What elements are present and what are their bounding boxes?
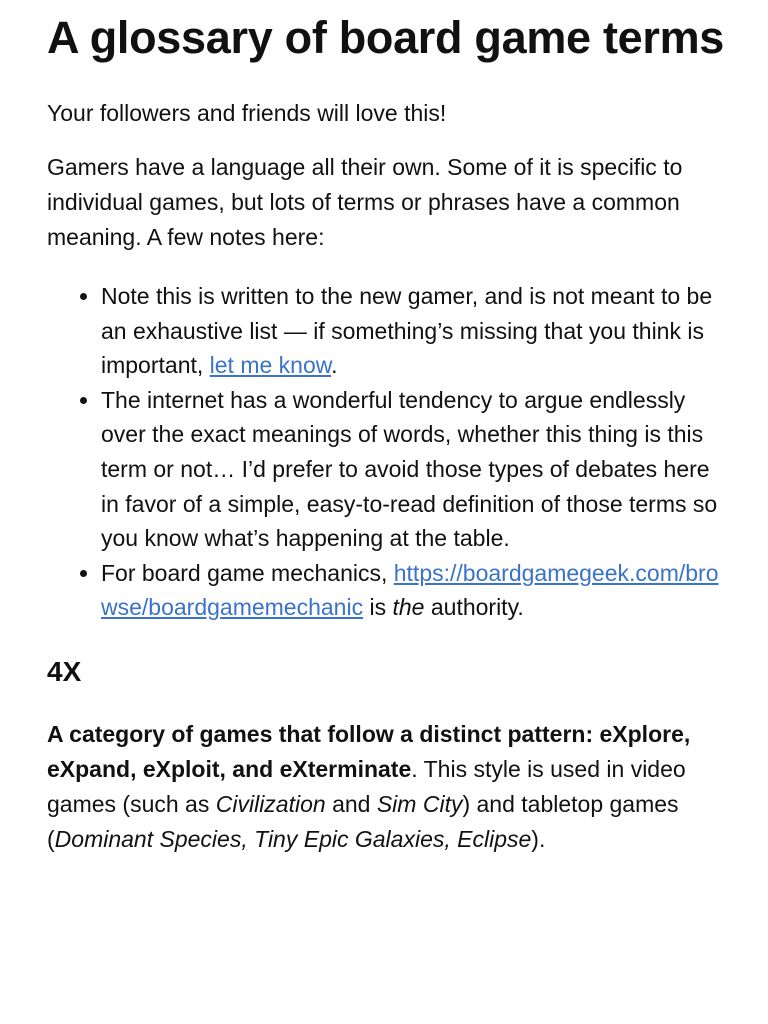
definition-text: ). — [531, 825, 546, 852]
page-title: A glossary of board game terms — [47, 12, 725, 63]
example-video-game: Civilization — [215, 790, 326, 817]
definition-bold: A category of games that follow a distinct pattern: eXplore, eXpand, eXploit, and eXterminate — [47, 720, 691, 782]
intro-paragraph: Gamers have a language all their own. Some of it is specific to individual games, but lots of terms or phrases have a common meaning. A few notes here: — [47, 154, 683, 250]
list-item — [101, 383, 728, 556]
emphasis-text: the — [392, 594, 425, 621]
list-item — [101, 556, 728, 625]
note-text: The internet has a wonderful tendency to argue endlessly over the exact meanings of words, whether this thing is this term or not… I’d prefer to avoid those types of debates here in favor of a simple, easy-to-read definition of those terms so you know what’s happening at the table. — [101, 386, 718, 552]
subtitle: Your followers and friends will love this! — [47, 100, 447, 126]
definition-text: and — [325, 790, 377, 817]
definition-text: This style is used in video games (such as — [47, 755, 686, 817]
note-text: is — [363, 594, 393, 621]
note-text: Note this is written to the new gamer, and is not meant to be an exhaustive list — if something’s missing that you think is important, — [101, 283, 713, 379]
note-text: . — [331, 352, 338, 379]
term-definition — [47, 717, 728, 857]
note-text: For board game mechanics, — [101, 559, 394, 586]
section-heading-4x: 4X — [47, 655, 82, 687]
definition-text: . — [411, 755, 418, 782]
definition-text: ) and tabletop games ( — [47, 790, 679, 852]
note-text: authority. — [424, 594, 524, 621]
boardgamegeek-mechanics-link[interactable]: https://boardgamegeek.com/browse/boardgamemechanic — [101, 559, 719, 621]
example-video-game: Sim City — [376, 790, 463, 817]
list-item — [101, 279, 728, 383]
example-tabletop-games: Dominant Species, Tiny Epic Galaxies, Eclipse — [54, 825, 532, 852]
notes-list — [47, 279, 728, 625]
let-me-know-link[interactable]: let me know — [209, 352, 332, 379]
